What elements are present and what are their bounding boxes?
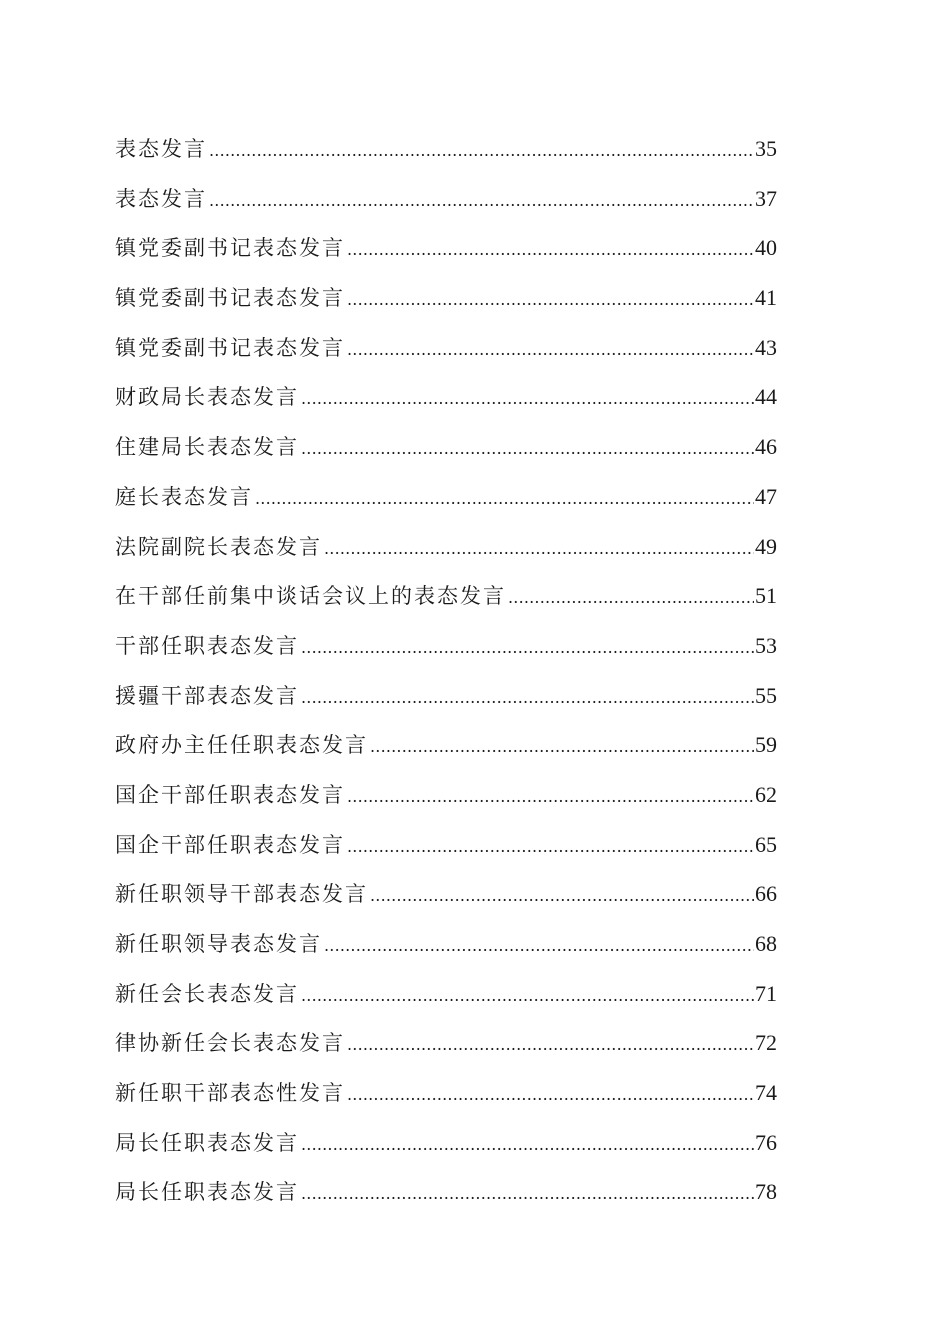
- toc-entry[interactable]: [115, 323, 777, 373]
- toc-entry-page-number: 65: [755, 831, 777, 857]
- toc-entry-title: 国企干部任职表态发言: [115, 832, 345, 857]
- toc-entry-page-number: 72: [755, 1030, 777, 1056]
- dot-leader: [301, 971, 754, 1019]
- toc-entry-page-number: 55: [755, 682, 777, 708]
- toc-entry-page-number: 62: [755, 781, 777, 807]
- toc-entry-title: 新任职领导干部表态发言: [115, 882, 368, 907]
- toc-entry-title: 局长任职表态发言: [115, 1130, 299, 1155]
- toc-entry-title: 庭长表态发言: [115, 484, 253, 509]
- dot-leader: [347, 1020, 754, 1068]
- toc-entry-title: 表态发言: [115, 137, 207, 161]
- dot-leader: [324, 921, 754, 969]
- toc-entry-title: 律协新任会长表态发言: [115, 1031, 345, 1056]
- toc-entry-page-number: 53: [755, 632, 777, 658]
- toc-entry-title: 法院副院长表态发言: [115, 534, 322, 559]
- toc-entry[interactable]: [115, 472, 777, 522]
- dot-leader: [301, 1120, 754, 1168]
- toc-entry-page-number: 74: [755, 1080, 777, 1106]
- toc-entry-page-number: 76: [755, 1129, 777, 1155]
- toc-entry-title: 在干部任前集中谈话会议上的表态发言: [115, 584, 506, 609]
- toc-entry[interactable]: [115, 869, 777, 919]
- dot-leader: [347, 1070, 754, 1118]
- toc-entry[interactable]: [115, 1167, 777, 1217]
- toc-entry-title: 国企干部任职表态发言: [115, 782, 345, 807]
- toc-entry[interactable]: [115, 124, 777, 174]
- toc-entry-title: 新任职领导表态发言: [115, 932, 322, 956]
- toc-entry-title: 镇党委副书记表态发言: [115, 236, 345, 261]
- toc-entry[interactable]: [115, 571, 777, 621]
- toc-entry[interactable]: [115, 422, 777, 472]
- toc-entry-title: 财政局长表态发言: [115, 385, 299, 410]
- dot-leader: [347, 225, 754, 273]
- dot-leader: [370, 722, 754, 770]
- dot-leader: [301, 1169, 754, 1217]
- toc-entry-title: 住建局长表态发言: [115, 435, 299, 460]
- dot-leader: [347, 822, 754, 870]
- dot-leader: [347, 275, 754, 323]
- toc-entry[interactable]: [115, 1118, 777, 1168]
- toc-entry-page-number: 44: [755, 384, 777, 410]
- toc-entry-page-number: 68: [755, 931, 777, 956]
- dot-leader: [209, 176, 754, 224]
- toc-entry-title: 镇党委副书记表态发言: [115, 335, 345, 360]
- toc-entry-page-number: 47: [755, 483, 777, 509]
- toc-entry[interactable]: [115, 969, 777, 1019]
- toc-entry-title: 镇党委副书记表态发言: [115, 286, 345, 311]
- toc-entry[interactable]: [115, 621, 777, 671]
- dot-leader: [301, 673, 754, 721]
- toc-entry-page-number: 46: [755, 434, 777, 460]
- dot-leader: [370, 871, 754, 919]
- toc-entry[interactable]: [115, 522, 777, 572]
- toc-entry-page-number: 66: [755, 881, 777, 907]
- toc-entry-title: 援疆干部表态发言: [115, 683, 299, 708]
- toc-entry[interactable]: [115, 671, 777, 721]
- dot-leader: [301, 623, 754, 671]
- toc-entry-page-number: 41: [755, 285, 777, 311]
- toc-entry-page-number: 49: [755, 533, 777, 559]
- toc-entry[interactable]: [115, 1068, 777, 1118]
- table-of-contents: [115, 124, 777, 1217]
- toc-entry-page-number: 35: [755, 136, 777, 161]
- dot-leader: [508, 573, 754, 621]
- toc-entry[interactable]: [115, 273, 777, 323]
- dot-leader: [324, 524, 754, 572]
- toc-entry-page-number: 43: [755, 334, 777, 360]
- toc-entry-title: 新任职干部表态性发言: [115, 1081, 345, 1106]
- toc-entry[interactable]: [115, 223, 777, 273]
- dot-leader: [255, 474, 754, 522]
- dot-leader: [209, 126, 754, 174]
- toc-entry-title: 局长任职表态发言: [115, 1180, 299, 1205]
- toc-entry-title: 干部任职表态发言: [115, 633, 299, 658]
- toc-entry[interactable]: [115, 720, 777, 770]
- toc-entry-page-number: 40: [755, 235, 777, 261]
- dot-leader: [347, 772, 754, 820]
- dot-leader: [301, 424, 754, 472]
- toc-entry[interactable]: [115, 372, 777, 422]
- toc-entry-page-number: 59: [755, 732, 777, 758]
- toc-entry[interactable]: [115, 820, 777, 870]
- toc-entry[interactable]: [115, 1018, 777, 1068]
- toc-entry-page-number: 78: [755, 1179, 777, 1205]
- toc-entry-title: 表态发言: [115, 186, 207, 211]
- toc-entry[interactable]: [115, 174, 777, 224]
- toc-entry[interactable]: [115, 919, 777, 969]
- toc-entry[interactable]: [115, 770, 777, 820]
- toc-entry-page-number: 71: [755, 980, 777, 1006]
- toc-entry-page-number: 51: [755, 583, 777, 609]
- dot-leader: [301, 374, 754, 422]
- toc-entry-title: 新任会长表态发言: [115, 981, 299, 1006]
- dot-leader: [347, 325, 754, 373]
- toc-entry-page-number: 37: [755, 185, 777, 211]
- toc-entry-title: 政府办主任任职表态发言: [115, 733, 368, 758]
